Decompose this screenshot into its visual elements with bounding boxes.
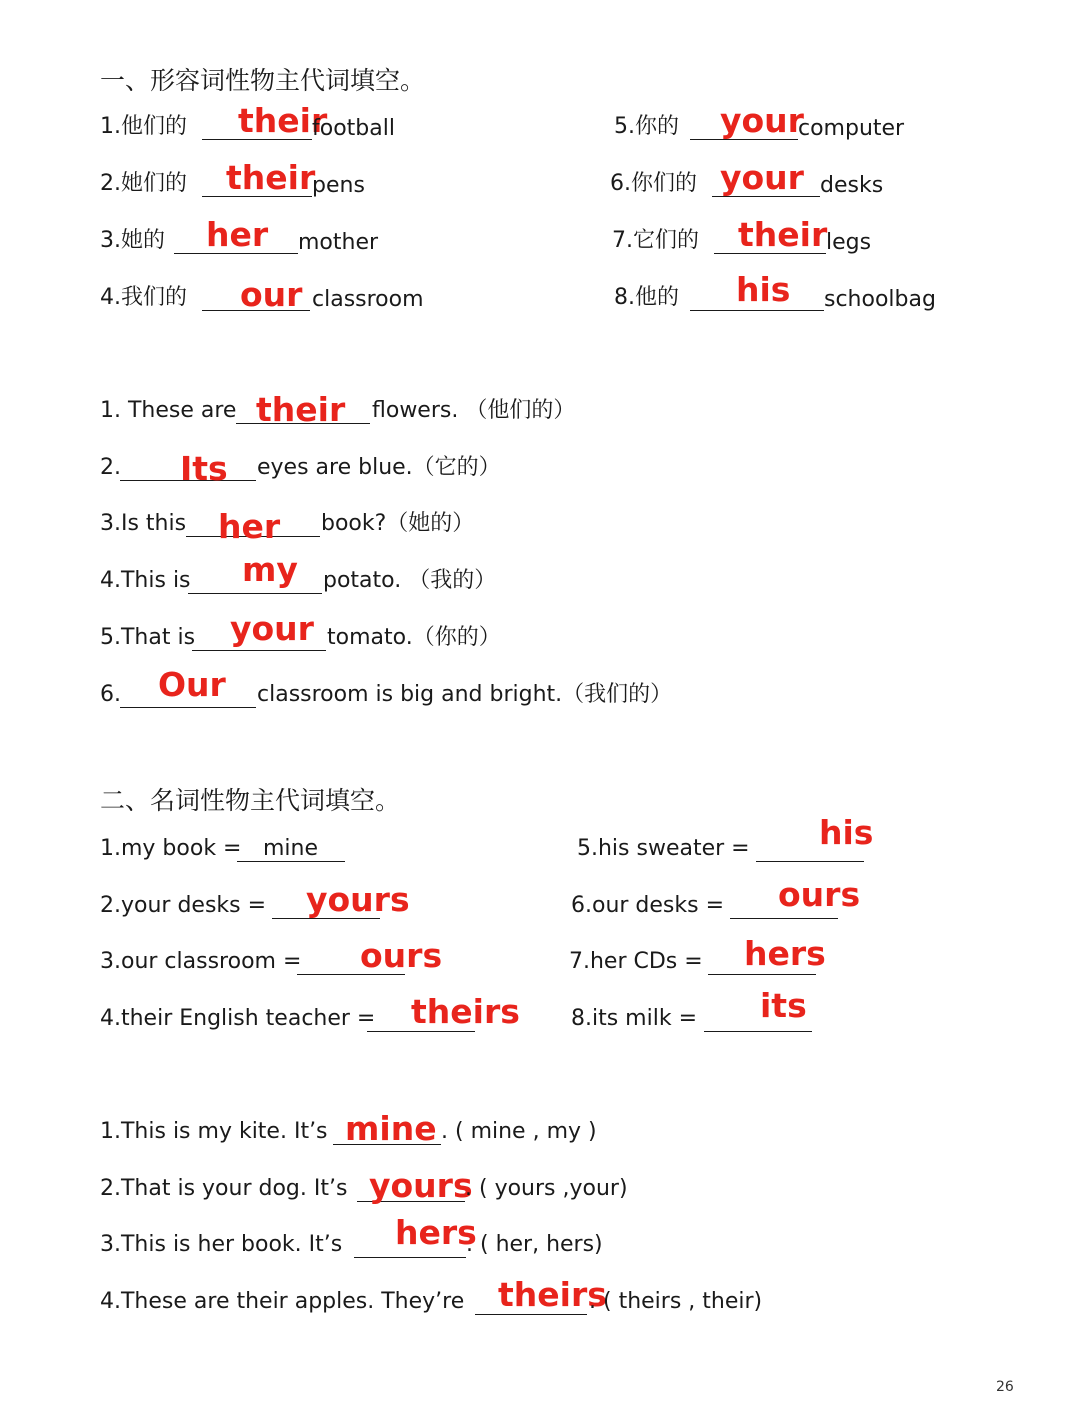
p1-left-1-answer: their: [238, 101, 328, 140]
p2-3-after: book?（她的）: [321, 511, 475, 536]
p4-4-blank[interactable]: [475, 1314, 587, 1315]
p1-left-3-num: 3.她的: [100, 228, 165, 253]
p1-right-5-after: computer: [798, 116, 905, 141]
p1-left-4-answer: our: [240, 275, 303, 314]
p3-right-5-text: 5.his sweater =: [577, 836, 750, 861]
p4-2-answer: yours: [369, 1166, 473, 1205]
p4-4-answer: theirs: [498, 1275, 607, 1314]
p2-1-answer: their: [256, 390, 346, 429]
p3-right-6-blank[interactable]: [730, 918, 838, 919]
p4-2-before: 2.That is your dog. It’s: [100, 1176, 348, 1201]
p1-right-8-num: 8.他的: [614, 285, 679, 310]
p1-left-4-num: 4.我们的: [100, 285, 187, 310]
p1-right-5-answer: your: [720, 101, 804, 140]
p3-right-8-blank[interactable]: [704, 1031, 812, 1032]
p1-right-8-after: schoolbag: [824, 287, 936, 312]
p4-1-answer: mine: [345, 1109, 437, 1148]
p2-2-answer: Its: [180, 449, 228, 488]
p2-1-after: flowers. （他们的）: [372, 398, 576, 423]
p3-right-8-answer: its: [760, 986, 807, 1025]
p3-right-8-text: 8.its milk =: [571, 1006, 698, 1031]
p1-left-2-answer: their: [226, 158, 316, 197]
p3-right-7-blank[interactable]: [708, 974, 816, 975]
p4-1-before: 1.This is my kite. It’s: [100, 1119, 328, 1144]
p1-right-7-answer: their: [738, 215, 828, 254]
p1-left-1-num: 1.他们的: [100, 114, 187, 139]
p3-left-4-blank[interactable]: [367, 1031, 475, 1032]
p4-3-after: . ( her, hers): [466, 1232, 603, 1257]
p1-right-6-after: desks: [820, 173, 884, 198]
p1-left-2-num: 2.她们的: [100, 171, 187, 196]
p1-right-7-num: 7.它们的: [612, 228, 699, 253]
p1-right-6-num: 6.你们的: [610, 171, 697, 196]
p3-left-3-text: 3.our classroom =: [100, 949, 302, 974]
p2-4-blank[interactable]: [188, 593, 322, 594]
p2-4-answer: my: [242, 550, 298, 589]
p3-left-1-text: 1.my book =: [100, 836, 242, 861]
p3-right-7-answer: hers: [744, 934, 826, 973]
p2-6-blank[interactable]: [120, 707, 256, 708]
p1-right-6-answer: your: [720, 158, 804, 197]
p1-left-4-after: classroom: [312, 287, 424, 312]
p2-5-answer: your: [230, 609, 314, 648]
p1-right-5-num: 5.你的: [614, 114, 679, 139]
p3-left-4-text: 4.their English teacher =: [100, 1006, 376, 1031]
p2-6-answer: Our: [158, 665, 226, 704]
p3-left-2-text: 2.your desks =: [100, 893, 267, 918]
p1-left-3-answer: her: [206, 215, 269, 254]
p3-left-2-answer: yours: [306, 880, 410, 919]
p3-left-3-answer: ours: [360, 936, 443, 975]
p1-right-8-blank[interactable]: [690, 310, 824, 311]
p1-left-3-after: mother: [298, 230, 379, 255]
p4-4-after: . ( theirs , their): [589, 1289, 763, 1314]
p2-3-answer: her: [218, 507, 281, 546]
p3-left-4-answer: theirs: [411, 992, 520, 1031]
p4-4-before: 4.These are their apples. They’re: [100, 1289, 465, 1314]
p1-right-7-after: legs: [826, 230, 872, 255]
p2-3-before: 3.Is this: [100, 511, 187, 536]
p1-left-2-after: pens: [312, 173, 365, 198]
p2-5-blank[interactable]: [192, 650, 326, 651]
p3-left-1-answer: mine: [263, 836, 319, 861]
p3-left-1-blank[interactable]: [237, 861, 345, 862]
p2-4-before: 4.This is: [100, 568, 191, 593]
p2-5-before: 5.That is: [100, 625, 196, 650]
p2-6-after: classroom is big and bright.（我们的）: [257, 682, 673, 707]
p2-2-before: 2.: [100, 455, 121, 480]
p1-right-8-answer: his: [736, 270, 791, 309]
p3-right-6-answer: ours: [778, 875, 861, 914]
p3-right-5-blank[interactable]: [756, 861, 864, 862]
p3-right-7-text: 7.her CDs =: [569, 949, 703, 974]
page-number: 26: [996, 1379, 1014, 1395]
p3-right-5-answer: his: [819, 813, 874, 852]
section-1-title: 一、形容词性物主代词填空。: [100, 66, 426, 95]
p2-4-after: potato. （我的）: [323, 568, 497, 593]
section-2-title: 二、名词性物主代词填空。: [100, 786, 401, 815]
p3-right-6-text: 6.our desks =: [571, 893, 725, 918]
p4-3-blank[interactable]: [354, 1257, 466, 1258]
p4-1-after: . ( mine , my ): [441, 1119, 597, 1144]
p2-5-after: tomato.（你的）: [327, 625, 501, 650]
p2-1-before: 1. These are: [100, 398, 237, 423]
p4-2-after: . ( yours ,your): [465, 1176, 628, 1201]
p4-3-before: 3.This is her book. It’s: [100, 1232, 343, 1257]
p2-2-after: eyes are blue.（它的）: [257, 455, 501, 480]
p4-3-answer: hers: [395, 1213, 477, 1252]
p1-left-1-after: football: [312, 116, 395, 141]
p2-6-before: 6.: [100, 682, 121, 707]
